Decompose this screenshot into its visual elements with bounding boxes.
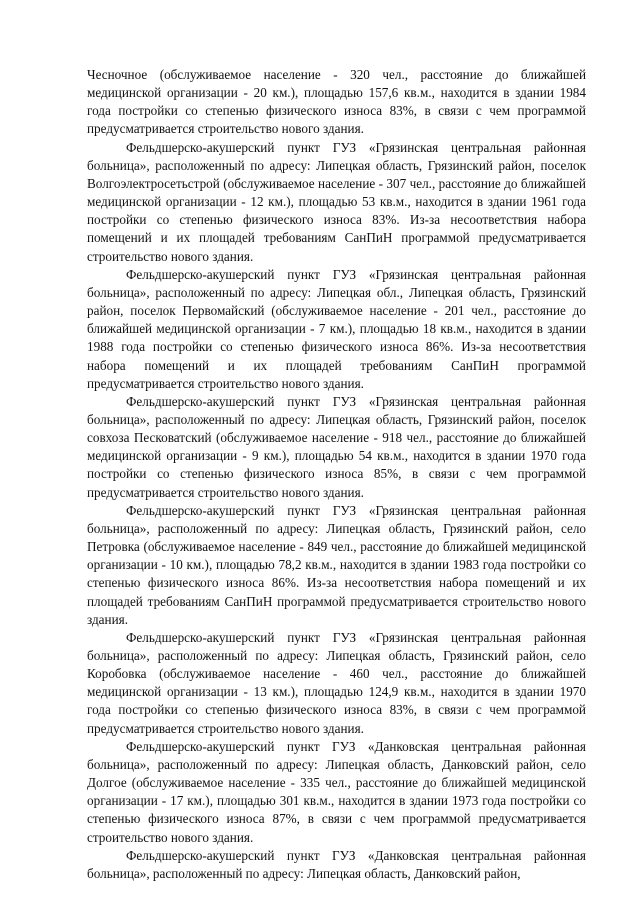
paragraph-fap-peskovatskiy: Фельдшерско-акушерский пункт ГУЗ «Грязинская центральная районная больница», расположенный по адресу: Липецкая область, Грязинский район, поселок совхоза Песковатский (обслуживаемое население - 918 чел., расстояние до ближайшей медицинской организации - 9 км.), площадью 54 кв.м., находится в здании 1970 года постройки со степенью физического износа 85%, в связи с чем программой предусматривается строительство нового здания. xyxy=(87,393,586,500)
paragraph-fap-dolgoe: Фельдшерско-акушерский пункт ГУЗ «Данковская центральная районная больница», расположенный по адресу: Липецкая область, Данковский район, село Долгое (обслуживаемое население - 335 чел., расстояние до ближайшей медицинской организации - 17 км.), площадью 301 кв.м., находится в здании 1973 года постройки со степенью физического износа 87%, в связи с чем программой предусматривается строительство нового здания. xyxy=(87,738,586,845)
paragraph-chesnochnoe-continued: Чесночное (обслуживаемое население - 320 чел., расстояние до ближайшей медицинской организации - 20 км.), площадью 157,6 кв.м., находится в здании 1984 года постройки со степенью физического износа 83%, в связи с чем программой предусматривается строительство нового здания. xyxy=(87,67,586,137)
paragraph-fap-dankovskiy-truncated: Фельдшерско-акушерский пункт ГУЗ «Данковская центральная районная больница», расположенный по адресу: Липецкая область, Данковский район, xyxy=(87,847,586,881)
paragraph-fap-pervomayskiy: Фельдшерско-акушерский пункт ГУЗ «Грязинская центральная районная больница», расположенный по адресу: Липецкая обл., Липецкая область, Грязинский район, поселок Первомайский (обслуживаемое население - 201 чел., расстояние до ближайшей медицинской организации - 7 км.), площадью 18 кв.м., находится в здании 1988 года постройки со степенью физического износа 86%. Из-за несоответствия набора помещений и их площадей требованиям СанПиН программой предусматривается строительство нового здания. xyxy=(87,266,586,391)
paragraph-fap-korobovka: Фельдшерско-акушерский пункт ГУЗ «Грязинская центральная районная больница», расположенный по адресу: Липецкая область, Грязинский район, село Коробовка (обслуживаемое население - 460 чел., расстояние до ближайшей медицинской организации - 13 км.), площадью 124,9 кв.м., находится в здании 1970 года постройки со степенью физического износа 83%, в связи с чем программой предусматривается строительство нового здания. xyxy=(87,629,586,736)
paragraph-fap-volgoelektrosetstroy: Фельдшерско-акушерский пункт ГУЗ «Грязинская центральная районная больница», расположенный по адресу: Липецкая область, Грязинский район, поселок Волгоэлектросетьстрой (обслуживаемое население - 307 чел., расстояние до ближайшей медицинской организации - 12 км.), площадью 53 кв.м., находится в здании 1961 года постройки со степенью физического износа 83%. Из-за несоответствия набора помещений и их площадей требованиям СанПиН программой предусматривается строительство нового здания. xyxy=(87,139,586,264)
document-page xyxy=(87,66,586,883)
paragraph-fap-petrovka: Фельдшерско-акушерский пункт ГУЗ «Грязинская центральная районная больница», расположенный по адресу: Липецкая область, Грязинский район, село Петровка (обслуживаемое население - 849 чел., расстояние до ближайшей медицинской организации - 10 км.), площадью 78,2 кв.м., находится в здании 1983 года постройки со степенью физического износа 86%. Из-за несоответствия набора помещений и их площадей требованиям СанПиН программой предусматривается строительство нового здания. xyxy=(87,502,586,627)
